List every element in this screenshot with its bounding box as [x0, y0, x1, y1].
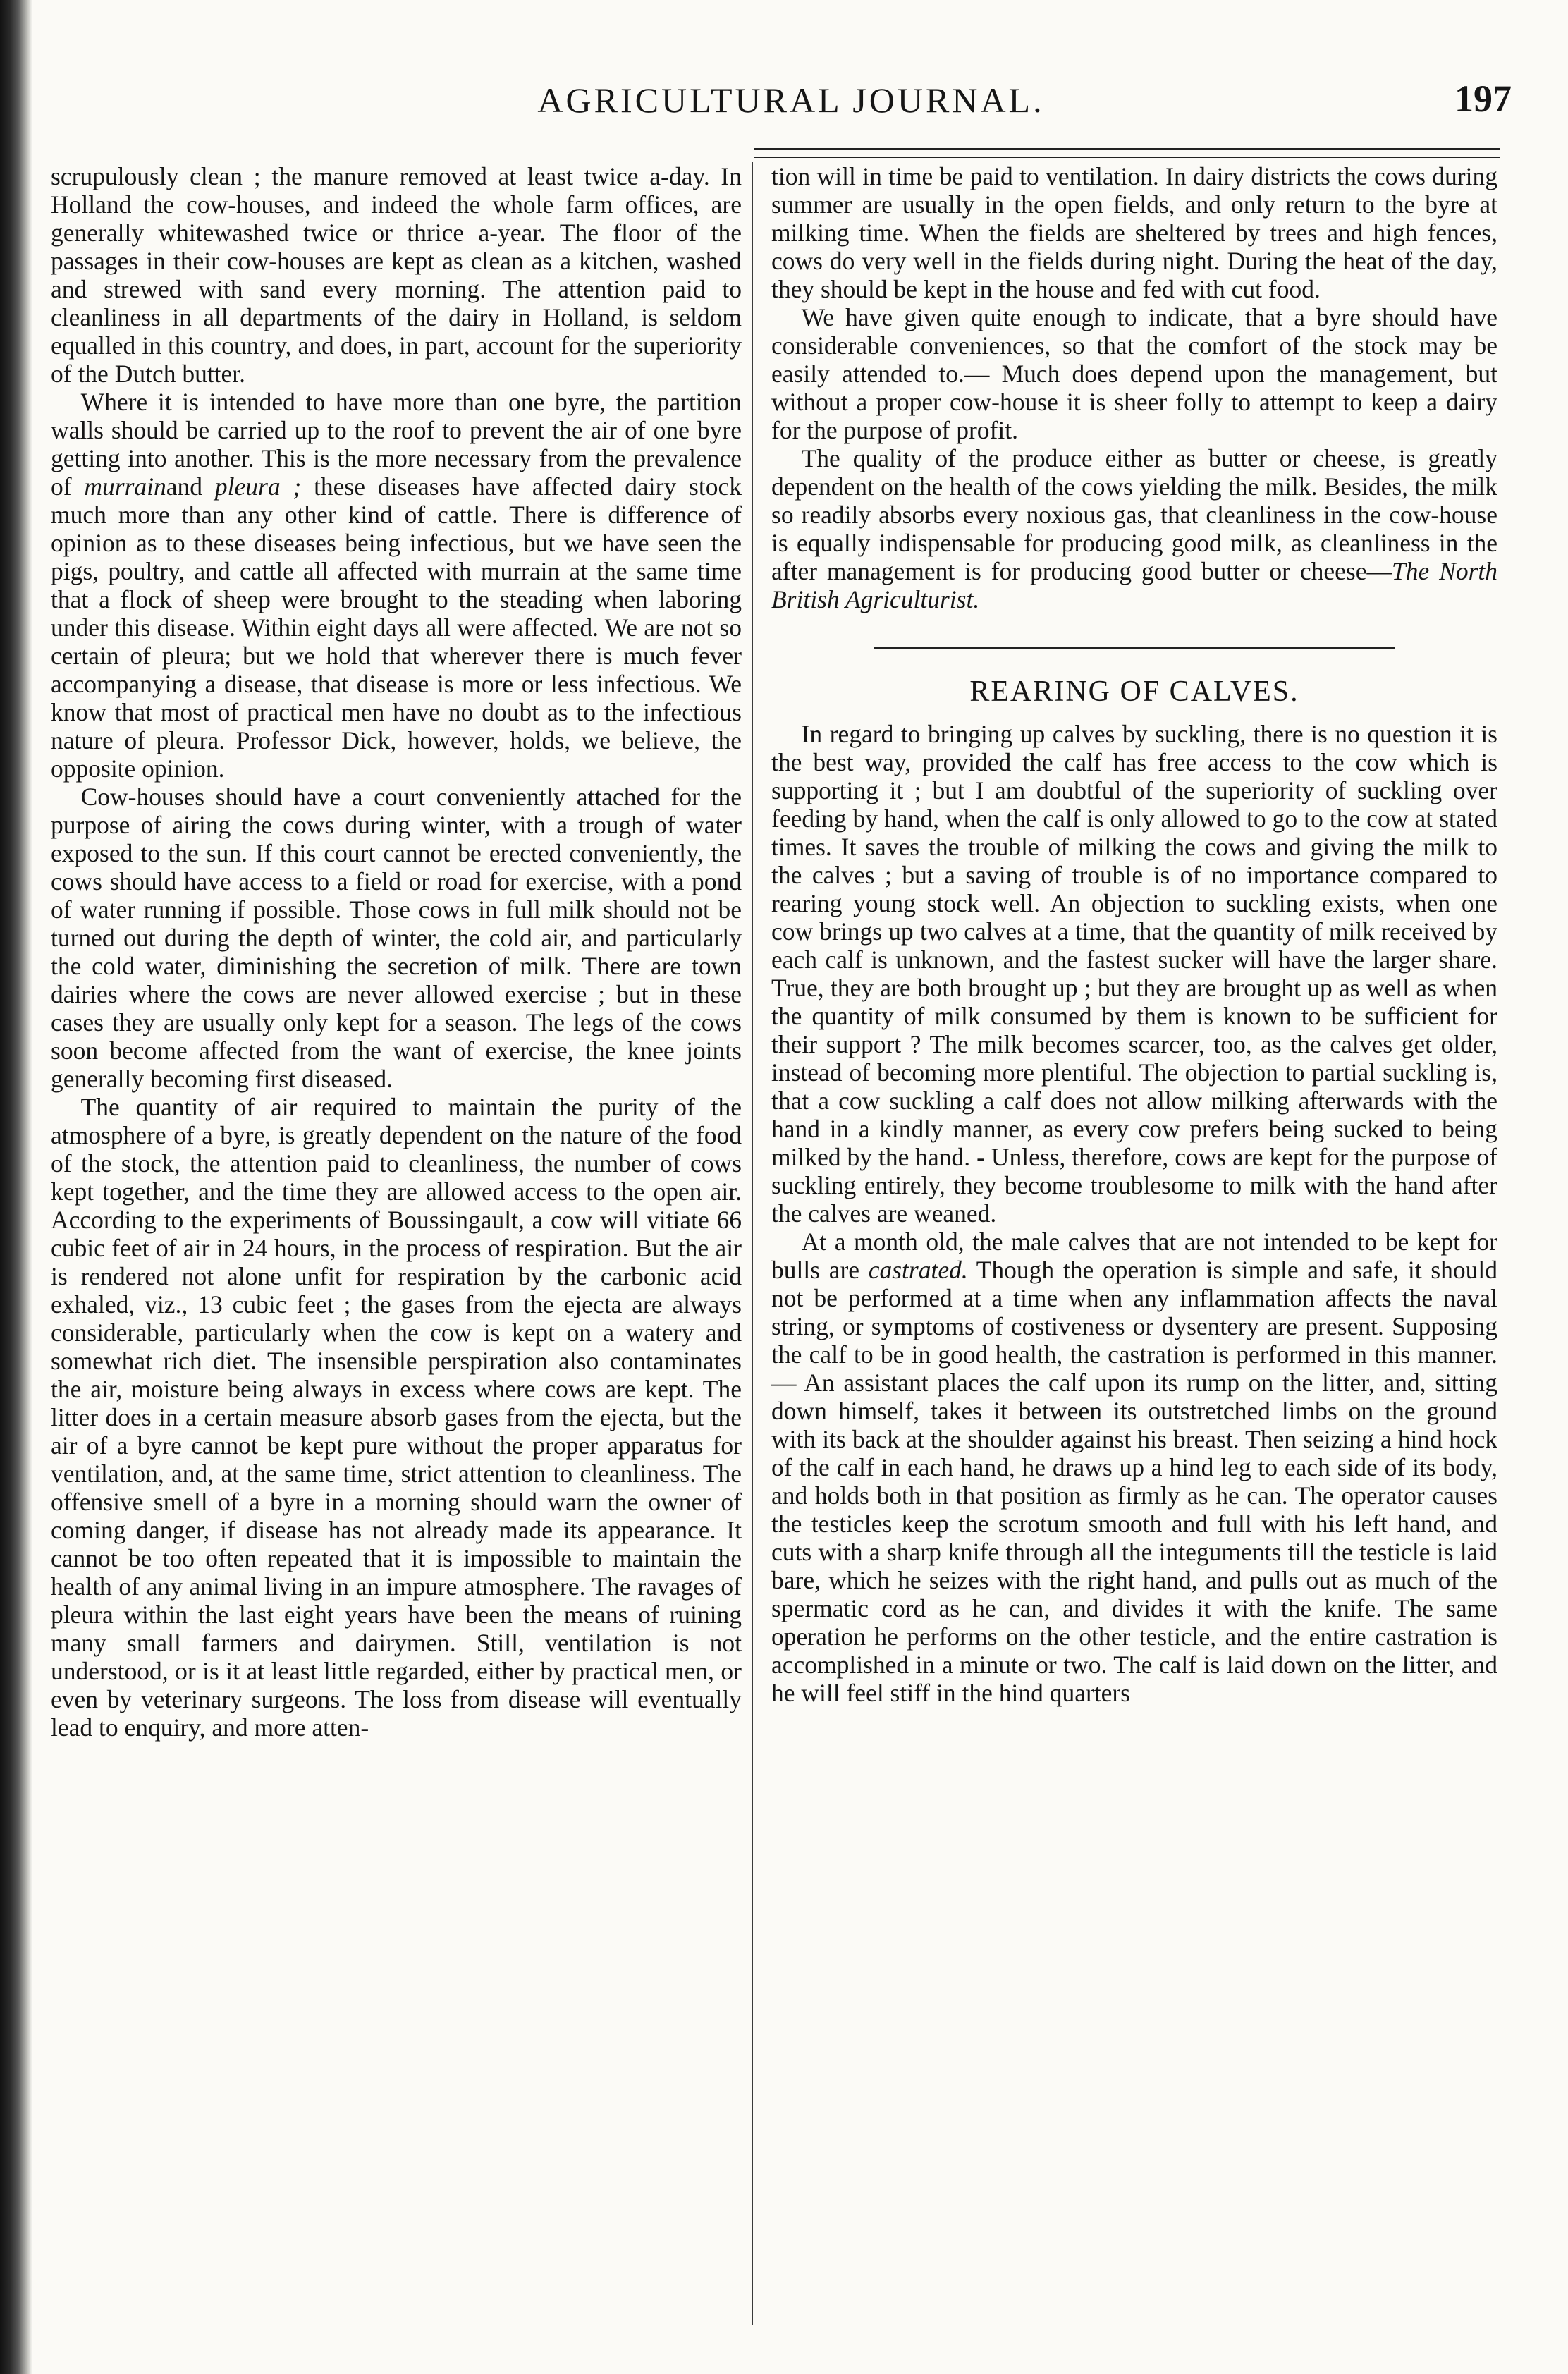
source-citation: The North British Agriculturist.: [771, 557, 1497, 613]
italic-term: castrated.: [868, 1256, 968, 1284]
paragraph: The quantity of air required to maintain the purity of the atmosphere of a byre, is greatly dependent on the nature of the food of the stock, the attention paid to cleanliness, the number of cows kept together, and the time they are allowed access to the open air. According to the experiments of Boussingault, a cow will vitiate 66 cubic feet of air in 24 hours, in the process of respiration. But the air is rendered not alone unfit for respiration by the carbonic acid exhaled, viz., 13 cubic feet ; the gases from the ejecta are always considerable, particularly when the cow is kept on a watery and somewhat rich diet. The insensible perspiration also contaminates the air, moisture being always in excess where cows are kept. The litter does in a certain measure absorb gases from the ejecta, but the air of a byre cannot be kept pure without the proper apparatus for ventilation, and, at the same time, strict attention to cleanliness. The offensive smell of a byre in a morning should warn the owner of coming danger, if disease has not already made its appearance. It cannot be too often repeated that it is impossible to maintain the health of any animal living in an impure atmosphere. The ravages of pleura within the last eight years have been the means of ruining many small farmers and dairymen. Still, ventilation is not understood, or is it at least little regarded, either by practical men, or even by veterinary surgeons. The loss from disease will eventually lead to enquiry, and more atten-: [51, 1093, 742, 1742]
paragraph: We have given quite enough to indicate, that a byre should have considerable conveniences, so that the comfort of the stock may be easily attended to.— Much does depend upon the management, but without a proper cow-house it is sheer folly to attempt to keep a dairy for the purpose of profit.: [771, 303, 1497, 444]
paragraph: In regard to bringing up calves by suckling, there is no question it is the best way, provided the calf has free access to the cow which is supporting it ; but I am doubtful of the superiority of suckling over feeding by hand, when the calf is only allowed to go to the cow at stated times. It saves the trouble of milking the cows and giving the milk to the calves ; but a saving of trouble is of no importance compared to rearing young stock well. An objection to suckling exists, when one cow brings up two calves at a time, that the quantity of milk received by each calf is unknown, and the fastest sucker will have the larger share. True, they are both brought up ; but they are brought up as well as when the quantity of milk consumed by them is known to be sufficient for their support ? The milk becomes scarcer, too, as the calves get older, instead of becoming more plentiful. The objection to partial suckling is, that a cow suckling a calf does not allow milking afterwards with the hand in a kindly manner, as every cow prefers being sucked to being milked by the hand. - Unless, therefore, cows are kept for the purpose of suckling entirely, they become troublesome to milk with the hand after the calves are weaned.: [771, 720, 1497, 1228]
column-divider: [752, 162, 753, 2325]
italic-term: murrain: [84, 472, 166, 501]
paragraph-text: At a month old, the male calves that are not intended to be kept for bulls are: [771, 1228, 1497, 1284]
page-binding-shadow: [0, 0, 32, 2374]
paragraph: tion will in time be paid to ventilation. In dairy districts the cows during summer are usually in the open fields, and only return to the byre at milking time. When the fields are sheltered by trees and high fences, cows do very well in the fields during night. During the heat of the day, they should be kept in the house and fed with cut food.: [771, 162, 1497, 303]
running-title: AGRICULTURAL JOURNAL.: [537, 80, 1045, 120]
left-column: [51, 162, 742, 2325]
page-number: 197: [1454, 78, 1512, 120]
paragraph: [51, 388, 742, 783]
section-heading: REARING OF CALVES.: [969, 675, 1299, 708]
section-rule: [874, 647, 1395, 649]
paragraph-text: these diseases have affected dairy stock much more than any other kind of cattle. There is difference of opinion as to these diseases being infectious, but we have seen the pigs, poultry, and cattle all affected with murrain at the same time that a flock of sheep were brought to the steading when laboring under this disease. Within eight days all were affected. We are not so certain of pleura; but we hold that wherever there is much fever accompanying a disease, that disease is more or less infectious. We know that most of practical men have no doubt as to the infectious nature of pleura. Professor Dick, however, holds, we believe, the opposite opinion.: [51, 472, 742, 783]
italic-term: pleura ;: [214, 472, 302, 501]
paragraph-text: Though the operation is simple and safe, it should not be performed at a time when any inflammation affects the naval string, or symptoms of costiveness or dysentery are present. Supposing the calf to be in good health, the castration is performed in this manner.— An assistant places the calf upon its rump on the litter, and, sitting down himself, takes it between its outstretched limbs on the ground with its back at the shoulder against his breast. Then seizing a hind hock of the calf in each hand, he draws up a hind leg to each side of its body, and holds both in that position as firmly as he can. The operator causes the testicles keep the scrotum smooth and full with his left hand, and cuts with a sharp knife through all the integuments till the testicle is laid bare, which he seizes with the right hand, and pulls out as much of the spermatic cord as he can, and divides it with the knife. The same operation he performs on the other testicle, and the entire castration is accomplished in a minute or two. The calf is laid down on the litter, and he will feel stiff in the hind quarters: [771, 1256, 1497, 1707]
right-column: [771, 162, 1497, 2325]
paragraph-text: The quality of the produce either as butter or cheese, is greatly dependent on the health of the cows yielding the milk. Besides, the milk so readily absorbs every noxious gas, that cleanliness in the cow-house is equally indispensable for producing good milk, as cleanliness in the after management is for producing good butter or cheese—: [771, 444, 1497, 585]
paragraph: scrupulously clean ; the manure removed at least twice a-day. In Holland the cow-houses, and indeed the whole farm offices, are generally whitewashed twice or thrice a-year. The floor of the passages in their cow-houses are kept as clean as a kitchen, washed and strewed with sand every morning. The attention paid to cleanliness in all departments of the dairy in Holland, is seldom equalled in this country, and does, in part, account for the superiority of the Dutch butter.: [51, 162, 742, 388]
header-rule: [754, 148, 1500, 150]
paragraph-text: and: [166, 472, 203, 501]
paragraph: [771, 444, 1497, 613]
paragraph: [771, 1228, 1497, 1707]
paragraph-text: Where it is intended to have more than one byre, the partition walls should be carried up to the roof to prevent the air of one byre getting into another. This is the more necessary from the prevalence of: [51, 388, 742, 501]
page-header: [71, 67, 1512, 145]
paragraph: Cow-houses should have a court conveniently attached for the purpose of airing the cows during winter, with a trough of water exposed to the sun. If this court cannot be erected conveniently, the cows should have access to a field or road for exercise, with a pond of water running if possible. Those cows in full milk should not be turned out during the depth of winter, the cold air, and particularly the cold water, diminishing the secretion of milk. There are town dairies where the cows are never allowed exercise ; but in these cases they are usually only kept for a season. The legs of the cows soon become affected from the want of exercise, the knee joints generally becoming first diseased.: [51, 783, 742, 1093]
header-rule-double: [754, 157, 1500, 158]
